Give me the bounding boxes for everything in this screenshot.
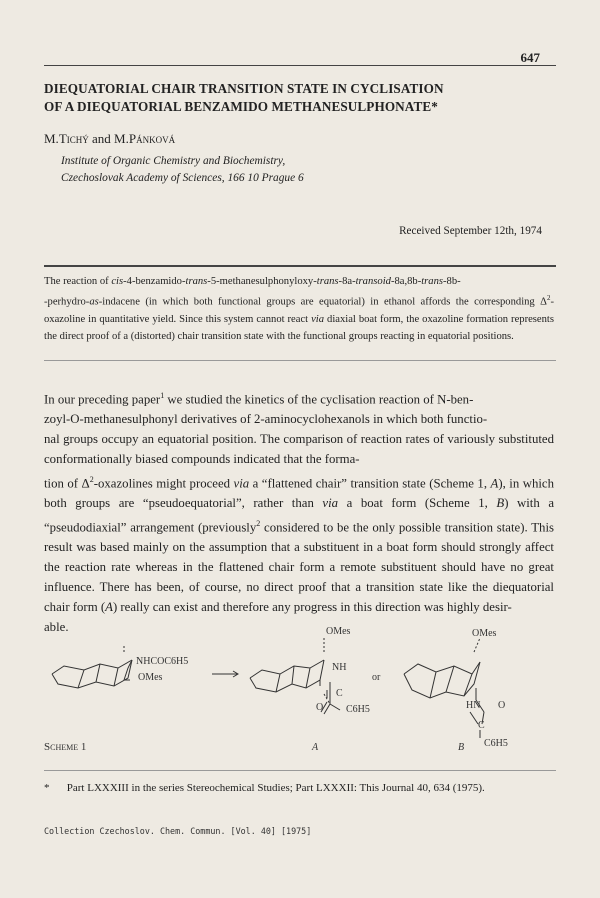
or-label: or	[372, 672, 381, 683]
author-2-name: Pánková	[128, 131, 176, 146]
author-1-name: Tichý	[58, 131, 89, 146]
abstract: The reaction of cis-4-benzamido-trans-5-methanesulphonyloxy-trans-8a-transoid-8a,8b-trans-8b- -perhydro-as-indacene (in which both functional groups are equatorial) in ethanol affords the corresponding $\Delta^2$-oxazoline in quantitative yield. Since this system cannot react via diaxial boat form, the oxazoline formation represents the direct proof of a (distorted) chair transition state with the functional groups reacting in equatorial positions.	[44, 276, 554, 342]
a-o-label: O	[316, 702, 324, 713]
scheme-caption: Scheme 1	[44, 741, 87, 753]
affiliation-line-2: Czechoslovak Academy of Sciences, 166 10 Prague 6	[61, 172, 304, 184]
abstract-bottom-rule	[44, 360, 556, 361]
received-date: Received September 12th, 1974	[399, 225, 542, 237]
affiliation	[61, 153, 304, 187]
abstract-top-rule	[44, 265, 556, 267]
structure-b-caption: B	[458, 742, 465, 753]
affiliation-line-1: Institute of Organic Chemistry and Biochemistry,	[61, 155, 286, 167]
journal-footer: Collection Czechoslov. Chem. Commun. [Vol. 40] [1975]	[44, 826, 312, 836]
footnote	[44, 780, 554, 797]
a-nh-label: NH	[332, 662, 347, 673]
author-2-initial: M.	[114, 131, 129, 146]
title-line-2: OF A DIEQUATORIAL BENZAMIDO METHANESULPHONATE*	[44, 99, 438, 114]
structure-a-caption: A	[312, 742, 319, 753]
footnote-mark: *	[44, 782, 50, 794]
body-paragraph: In our preceding paper$^1$ we studied the kinetics of the cyclisation reaction of N-ben- zoyl-O-methanesulphonyl derivatives of 2-aminocyclohexanols in which both functio- nal groups occupy an equatorial position. The comparison of reaction rates of variously substituted conformationally biased compounds indicated that the forma- tion of $\Delta^2$-oxazolines might proceed via a “flattened chair” transition state (Scheme 1, A), in which both groups are “pseudoequatorial”, rather than via a boat form (Scheme 1, B) with a “pseudodiaxial” arrangement (previously$^2$ considered to be the only possible transition state). This result was based mainly on the assumption that a substituent in a boat form should strongly affect the reaction rate whereas in the flattened chair form a remote substituent should have no great influence. There has been, of course, no direct proof that a transition state like the diequatorial chair form (A) really can exist and therefore any progress in this direction was highly desir- able.	[44, 391, 554, 634]
top-rule	[44, 65, 556, 66]
scheme-drawing	[44, 622, 556, 762]
b-hn-label: HN	[466, 700, 481, 711]
page-number: 647	[520, 50, 540, 65]
a-omes-label: OMes	[326, 626, 351, 637]
scheme-1	[44, 622, 556, 762]
a-c-label: C	[336, 688, 343, 699]
a-phenyl-label: C6H5	[346, 704, 370, 715]
b-omes-label: OMes	[472, 628, 497, 639]
sm-amide-label: NHCOC6H5	[136, 656, 189, 667]
footnote-rule	[44, 770, 556, 771]
b-c-label: C	[478, 720, 485, 731]
article-title	[44, 80, 554, 116]
authors-and: and	[88, 131, 115, 146]
footnote-text: Part LXXXIII in the series Stereochemical Studies; Part LXXXII: This Journal 40, 634 (1975).	[66, 782, 485, 794]
author-1-initial: M.	[44, 131, 59, 146]
b-o-label: O	[498, 700, 506, 711]
sm-mesylate-label: OMes	[138, 672, 163, 683]
authors	[44, 131, 175, 147]
title-line-1: DIEQUATORIAL CHAIR TRANSITION STATE IN CYCLISATION	[44, 81, 444, 96]
b-phenyl-label: C6H5	[484, 738, 508, 749]
